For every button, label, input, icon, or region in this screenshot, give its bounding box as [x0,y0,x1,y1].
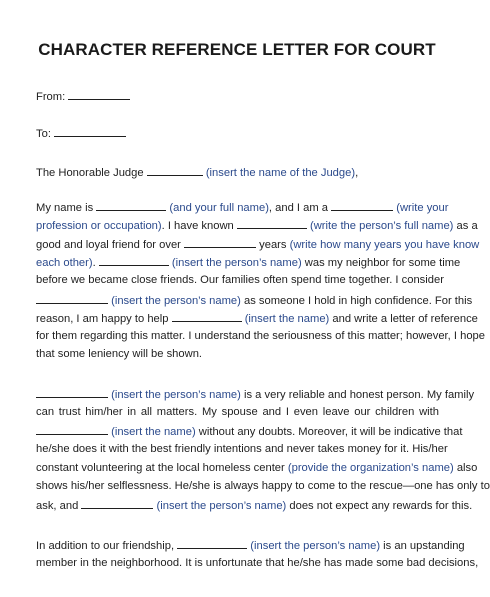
p3-line-2: member in the neighborhood. It is unfortunate that he/she has made some bad decisions, [36,557,479,569]
p1-text: as a [456,220,478,232]
p2-text: without any doubts. Moreover, it will be indicative that [198,426,463,438]
p2-text: also [456,462,478,474]
p3-text: is an upstanding [383,540,465,552]
placeholder-person-name: (insert the person’s name) [111,389,241,401]
placeholder-person-name: (insert the person’s name) [171,257,302,269]
placeholder-profession-cont: profession or occupation) [36,220,162,232]
blank-field[interactable] [184,236,256,248]
blank-field[interactable] [96,199,166,211]
p2-line-5 [36,461,478,475]
placeholder-person-name: (insert the person’s name) [250,540,381,552]
blank-field[interactable] [99,254,169,266]
p1-line-3 [36,236,480,252]
blank-field[interactable] [36,423,108,435]
placeholder-judge-name: (insert the name of the Judge) [205,167,356,179]
document-title: CHARACTER REFERENCE LETTER FOR COURT [38,40,436,59]
p1-line-8: for them regarding this matter. I understand the seriousness of this matter; however, I hope [36,330,485,342]
blank-field[interactable] [36,292,108,304]
salutation-comma: , [355,167,359,179]
p1-text: My name is [36,202,94,214]
p2-text: ask, and [36,500,79,512]
p2-line-3 [36,423,463,439]
p1-text: years [259,239,287,251]
p2-line-2: can trust him/her in all matters. My spouse and I even leave our children with [36,406,439,418]
p2-line-6: shows his/her selflessness. He/she is always happy to come to the rescue—one has only to [36,480,490,492]
p1-line-9: that some leniency will be shown. [36,348,203,360]
p1-line-1 [36,199,449,215]
p1-line-2 [36,217,478,233]
salutation-text: The Honorable Judge [36,167,144,179]
p1-text: as someone I hold in high confidence. For this [243,295,473,307]
blank-field[interactable] [237,217,307,229]
blank-field[interactable] [36,386,108,398]
p1-line-4 [36,254,461,270]
p2-line-4: he/she does it with the best friendly intentions and never takes money for it. His/her [36,443,448,455]
placeholder-name: (insert the name) [111,426,196,438]
from-blank[interactable] [68,88,130,100]
judge-name-blank[interactable] [147,164,203,176]
p2-line-7 [36,497,473,513]
p3-line-1 [36,537,465,553]
p2-text: is a very reliable and honest person. My family [243,389,475,401]
p1-line-7 [36,310,478,326]
placeholder-years-cont: each other) [36,257,93,269]
blank-field[interactable] [331,199,393,211]
placeholder-years: (write how many years you have know [289,239,480,251]
from-label: From: [36,91,66,103]
p2-line-1 [36,386,475,402]
p2-text: constant volunteering at the local homeless center [36,462,285,474]
placeholder-person-name: (insert the person’s name) [111,295,241,307]
p2-text: does not expect any rewards for this. [289,500,473,512]
placeholder-organization: (provide the organization’s name) [287,462,454,474]
p1-line-5: before we became close friends. Our families often spend time together. I consider [36,274,444,286]
p1-text: good and loyal friend for over [36,239,181,251]
p1-text: . I have known [161,220,234,232]
salutation-line [36,164,358,180]
to-line [36,125,126,141]
placeholder-name: (insert the name) [244,313,330,325]
blank-field[interactable] [81,497,153,509]
from-line [36,88,130,104]
placeholder-full-name: (and your full name) [169,202,269,214]
blank-field[interactable] [172,310,242,322]
blank-field[interactable] [177,537,247,549]
placeholder-person-name: (insert the person’s name) [156,500,287,512]
p1-text: and write a letter of reference [332,313,478,325]
p1-text: . [92,257,96,269]
p1-text: reason, I am happy to help [36,313,169,325]
p3-text: In addition to our friendship, [36,540,175,552]
p1-text: was my neighbor for some time [304,257,461,269]
placeholder-person-full-name: (write the person’s full name) [309,220,454,232]
p1-text: , and I am a [268,202,329,214]
placeholder-profession: (write your [396,202,449,214]
to-blank[interactable] [54,125,126,137]
p1-line-6 [36,292,473,308]
to-label: To: [36,128,51,140]
